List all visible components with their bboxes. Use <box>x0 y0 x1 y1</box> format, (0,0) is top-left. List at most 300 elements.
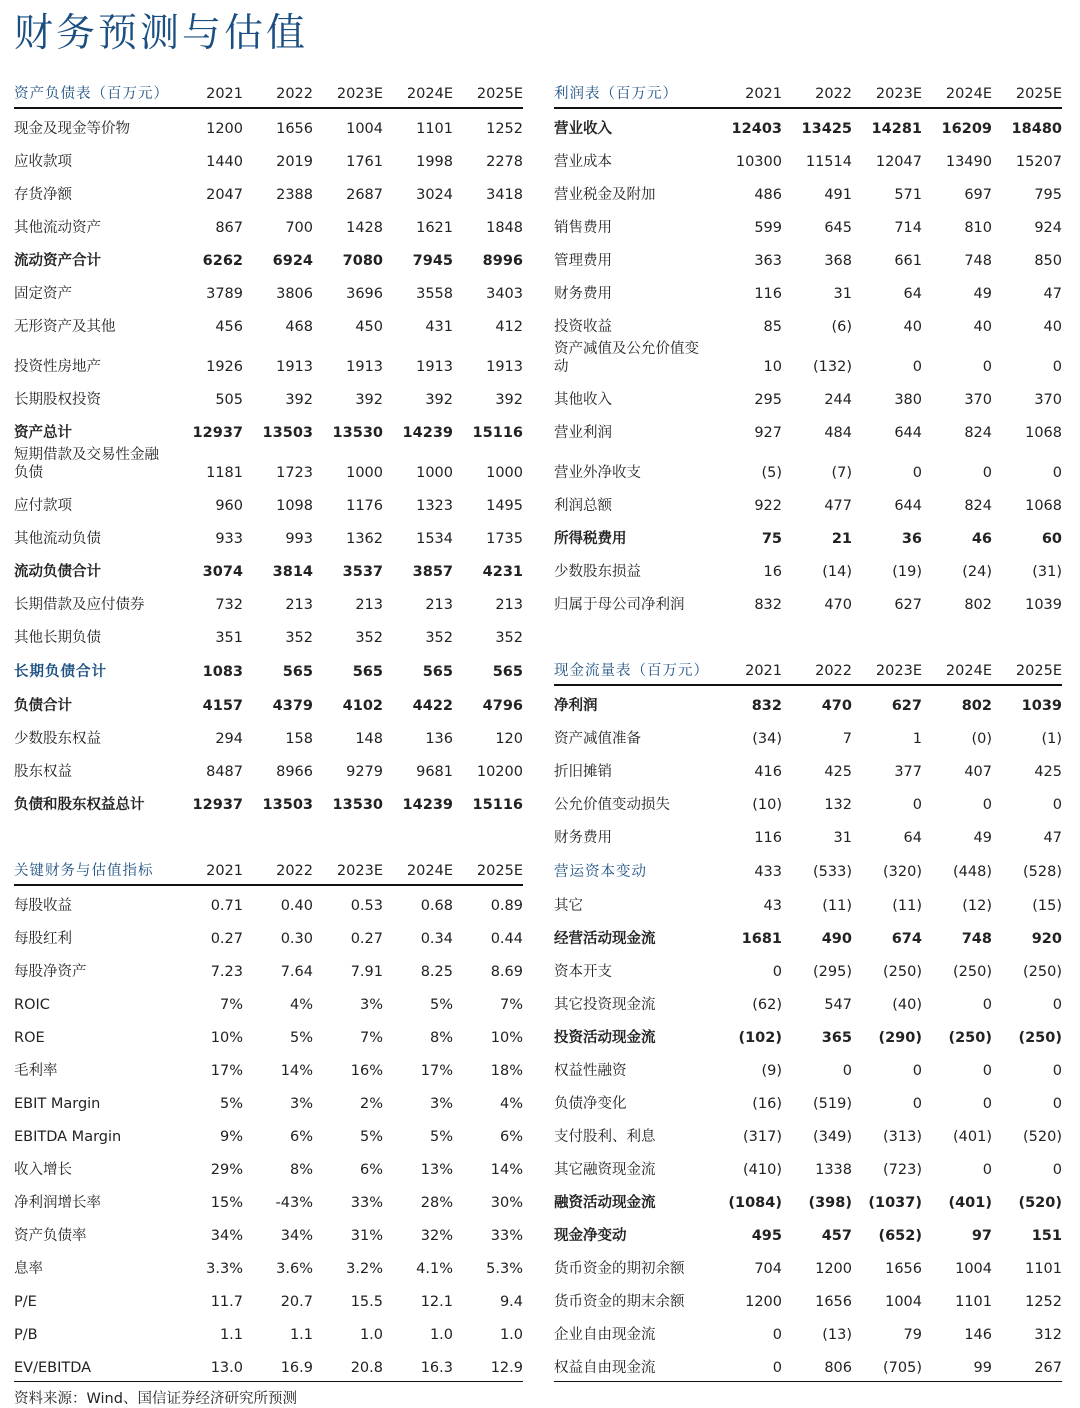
balance-sheet-row-value: 8487 <box>206 764 243 780</box>
cash-flow-row-value: (250) <box>948 1030 992 1046</box>
balance-sheet-row-value: 1761 <box>346 154 383 170</box>
blank-cell <box>712 618 782 651</box>
cash-flow-row-value: 7 <box>842 731 852 747</box>
income-statement-row-value: 10 <box>763 359 782 375</box>
balance-sheet-row-label: 投资性房地产 <box>14 359 101 375</box>
key-metrics-row-label: 收入增长 <box>14 1162 72 1178</box>
balance-sheet-row-label: 资产总计 <box>14 425 72 441</box>
income-statement-row-value: 60 <box>1041 531 1062 547</box>
income-statement-row-value: 0 <box>1052 465 1062 481</box>
balance-sheet-row-value: 10200 <box>476 764 523 780</box>
income-statement-row-value: 571 <box>894 187 922 203</box>
balance-sheet-row-label: 少数股东权益 <box>14 731 101 747</box>
cash-flow-row-label: 权益性融资 <box>554 1063 627 1079</box>
table-row <box>14 552 1062 585</box>
balance-sheet-row-value: 213 <box>285 597 313 613</box>
income-statement-row-label: 利润总额 <box>554 498 612 514</box>
cash-flow-row-label: 其它 <box>554 898 583 914</box>
balance-sheet-row-value: 13530 <box>332 425 383 441</box>
table-row <box>14 340 1062 380</box>
column-gap <box>523 208 554 241</box>
cash-flow-row-value: (40) <box>892 997 922 1013</box>
key-metrics-row-value: 20.8 <box>313 1348 383 1382</box>
key-metrics-row-value: 17% <box>420 1063 453 1079</box>
key-metrics-row-value: 13% <box>420 1162 453 1178</box>
balance-sheet-row-value: 158 <box>285 731 313 747</box>
key-metrics-row-label: EV/EBITDA <box>14 1348 173 1382</box>
column-gap <box>523 719 554 752</box>
column-gap <box>523 752 554 785</box>
column-gap <box>523 785 554 818</box>
balance-sheet-row-value: 3403 <box>486 286 523 302</box>
cash-flow-row-value: (34) <box>752 731 782 747</box>
income-statement-row-value: 1068 <box>1025 498 1062 514</box>
key-metrics-row-value: 7% <box>499 997 523 1013</box>
balance-sheet-row-value: 1913 <box>486 359 523 375</box>
income-statement-row-value: 295 <box>754 392 782 408</box>
cash-flow-row-value: (398) <box>808 1195 852 1211</box>
cash-flow-row-value: (250) <box>1023 964 1062 980</box>
balance-sheet-row-value: 14239 <box>402 425 453 441</box>
balance-sheet-row-value: 1998 <box>416 154 453 170</box>
income-statement-row-value: 645 <box>824 220 852 236</box>
key-metrics-row-value: 1.1 <box>219 1327 243 1343</box>
column-gap <box>523 1216 554 1249</box>
income-statement-row-value: 1068 <box>1025 425 1062 441</box>
table-row <box>14 1282 1062 1315</box>
cash-flow-row-value: 267 <box>992 1348 1062 1382</box>
income-statement-row-label: 资产减值及公允价值变动 <box>554 341 699 375</box>
income-statement-row-value: 85 <box>763 319 782 335</box>
table-row <box>14 274 1062 307</box>
column-gap <box>523 1282 554 1315</box>
income-statement-row-label: 少数股东损益 <box>554 564 641 580</box>
key-metrics-row-value: 0.34 <box>420 931 453 947</box>
balance-sheet-year-header: 2025E <box>453 74 523 108</box>
cash-flow-row-value: 1338 <box>815 1162 852 1178</box>
balance-sheet-row-label: 流动资产合计 <box>14 253 101 269</box>
column-gap <box>523 585 554 618</box>
balance-sheet-row-label: 股东权益 <box>14 764 72 780</box>
key-metrics-row-value: 1.0 <box>499 1327 523 1343</box>
balance-sheet-row-label: 负债合计 <box>14 698 72 714</box>
balance-sheet-row-value: 431 <box>425 319 453 335</box>
income-statement-row-label: 管理费用 <box>554 253 612 269</box>
balance-sheet-row-value: 2278 <box>486 154 523 170</box>
income-statement-year-header: 2021 <box>712 74 782 108</box>
cash-flow-row-label: 货币资金的期初余额 <box>554 1261 685 1277</box>
column-gap <box>523 446 554 486</box>
cash-flow-row-value: 0 <box>982 1162 992 1178</box>
balance-sheet-row-value: 3537 <box>342 564 383 580</box>
table-row <box>14 785 1062 818</box>
cash-flow-row-value: 0 <box>772 1327 782 1343</box>
income-statement-row-value: (31) <box>1032 564 1062 580</box>
balance-sheet-row-value: 1000 <box>416 465 453 481</box>
income-statement-year-header: 2024E <box>922 74 992 108</box>
balance-sheet-row-label: 负债和股东权益总计 <box>14 797 145 813</box>
cash-flow-row-value: 920 <box>1031 931 1062 947</box>
balance-sheet-row-value: 1362 <box>346 531 383 547</box>
table-row <box>14 1315 1062 1348</box>
cash-flow-row-value: 470 <box>821 698 852 714</box>
cash-flow-row-value: 1656 <box>885 1261 922 1277</box>
balance-sheet-row-value: 2047 <box>206 187 243 203</box>
key-metrics-row-value: 15% <box>210 1195 243 1211</box>
cash-flow-row-value: (12) <box>962 898 992 914</box>
income-statement-row-value: (6) <box>831 319 852 335</box>
balance-sheet-row-value: 136 <box>425 731 453 747</box>
balance-sheet-row-value: 700 <box>285 220 313 236</box>
cash-flow-row-value: 0 <box>712 1348 782 1382</box>
cash-flow-row-value: 457 <box>821 1228 852 1244</box>
column-gap <box>523 413 554 446</box>
cash-flow-row-value: 377 <box>894 764 922 780</box>
income-statement-row-label: 其他收入 <box>554 392 612 408</box>
balance-sheet-row-value: 6924 <box>272 253 313 269</box>
balance-sheet-row-value: 4422 <box>412 698 453 714</box>
balance-sheet-row-value: 15116 <box>472 425 523 441</box>
table-row <box>14 618 1062 651</box>
cash-flow-row-value: (652) <box>878 1228 922 1244</box>
key-metrics-row-value: 3% <box>359 997 383 1013</box>
balance-sheet-row-value: 392 <box>285 392 313 408</box>
column-gap <box>523 519 554 552</box>
income-statement-row-value: 116 <box>754 286 782 302</box>
income-statement-row-label: 归属于母公司净利润 <box>554 597 685 613</box>
key-metrics-year-header: 2022 <box>243 851 313 885</box>
balance-sheet-row-value: 2687 <box>346 187 383 203</box>
balance-sheet-row-value: 392 <box>495 392 523 408</box>
key-metrics-row-value: 16.9 <box>243 1348 313 1382</box>
cash-flow-row-value: (9) <box>761 1063 782 1079</box>
key-metrics-row-value: 5% <box>219 1096 243 1112</box>
income-statement-row-value: (7) <box>831 465 852 481</box>
income-statement-row-value: 75 <box>761 531 782 547</box>
key-metrics-row-label: 每股红利 <box>14 931 72 947</box>
cash-flow-year-header: 2021 <box>712 651 782 685</box>
balance-sheet-row-label: 长期借款及应付债券 <box>14 597 145 613</box>
key-metrics-row-value: 30% <box>490 1195 523 1211</box>
income-statement-row-label: 财务费用 <box>554 286 612 302</box>
balance-sheet-row-label: 长期负债合计 <box>14 664 107 680</box>
balance-sheet-row-value: 505 <box>215 392 243 408</box>
balance-sheet-row-label: 流动负债合计 <box>14 564 101 580</box>
column-gap <box>523 74 554 108</box>
cash-flow-row-value: 47 <box>1043 830 1062 846</box>
income-statement-row-label: 营业成本 <box>554 154 612 170</box>
income-statement-row-value: 0 <box>912 465 922 481</box>
cash-flow-row-value: (401) <box>953 1129 992 1145</box>
income-statement-row-value: 924 <box>1034 220 1062 236</box>
income-statement-row-value: 40 <box>973 319 992 335</box>
cash-flow-row-label: 投资活动现金流 <box>554 1030 656 1046</box>
income-statement-row-value: 810 <box>964 220 992 236</box>
cash-flow-row-value: (10) <box>752 797 782 813</box>
balance-sheet-row-value: 3558 <box>416 286 453 302</box>
key-metrics-row-value: 8.69 <box>490 964 523 980</box>
balance-sheet-row-value: 15116 <box>472 797 523 813</box>
balance-sheet-row-label: 现金及现金等价物 <box>14 121 130 137</box>
income-statement-row-value: (24) <box>962 564 992 580</box>
income-statement-row-value: 46 <box>971 531 992 547</box>
cash-flow-row-label: 负债净变化 <box>554 1096 627 1112</box>
cash-flow-row-value: 407 <box>964 764 992 780</box>
income-statement-row-label: 营业收入 <box>554 121 612 137</box>
balance-sheet-row-value: 1534 <box>416 531 453 547</box>
balance-sheet-row-value: 1428 <box>346 220 383 236</box>
table-row <box>14 74 1062 108</box>
balance-sheet-row-value: 213 <box>425 597 453 613</box>
table-row <box>14 1117 1062 1150</box>
cash-flow-row-value: 43 <box>763 898 782 914</box>
table-row <box>14 1018 1062 1051</box>
balance-sheet-row-value: 1000 <box>346 465 383 481</box>
column-gap <box>523 1051 554 1084</box>
key-metrics-row-value: 6% <box>359 1162 383 1178</box>
cash-flow-row-value: 1681 <box>741 931 782 947</box>
balance-sheet-row-value: 1181 <box>206 465 243 481</box>
cash-flow-row-label: 资本开支 <box>554 964 612 980</box>
income-statement-row-value: 12047 <box>875 154 922 170</box>
key-metrics-row-value: 9.4 <box>499 1294 523 1310</box>
key-metrics-row-value: 3.6% <box>276 1261 313 1277</box>
key-metrics-row-value: 5% <box>429 997 453 1013</box>
key-metrics-row-value: 4.1% <box>416 1261 453 1277</box>
income-statement-row-value: 47 <box>1043 286 1062 302</box>
cash-flow-row-value: 627 <box>891 698 922 714</box>
content <box>14 74 1062 1408</box>
balance-sheet-row-value: 1176 <box>346 498 383 514</box>
cash-flow-row-value: 0 <box>772 964 782 980</box>
key-metrics-row-label: P/E <box>14 1294 37 1310</box>
key-metrics-row-value: 18% <box>490 1063 523 1079</box>
blank-cell <box>852 618 922 651</box>
balance-sheet-row-value: 412 <box>495 319 523 335</box>
balance-sheet-row-value: 2388 <box>276 187 313 203</box>
key-metrics-row-value: 0.53 <box>350 898 383 914</box>
key-metrics-year-header: 2024E <box>383 851 453 885</box>
cash-flow-row-value: 0 <box>982 1096 992 1112</box>
balance-sheet-row-value: 1101 <box>416 121 453 137</box>
cash-flow-row-value: 312 <box>1034 1327 1062 1343</box>
income-statement-row-value: 0 <box>912 359 922 375</box>
cash-flow-row-value: (295) <box>813 964 852 980</box>
balance-sheet-row-value: 565 <box>282 664 313 680</box>
key-metrics-row-value: 4% <box>499 1096 523 1112</box>
balance-sheet-row-value: 213 <box>355 597 383 613</box>
balance-sheet-year-header: 2023E <box>313 74 383 108</box>
key-metrics-row-value: 11.7 <box>210 1294 243 1310</box>
balance-sheet-row-value: 3024 <box>416 187 453 203</box>
income-statement-row-value: 12403 <box>731 121 782 137</box>
income-statement-row-value: 244 <box>824 392 852 408</box>
cash-flow-row-value: 425 <box>824 764 852 780</box>
blank-cell <box>313 818 383 851</box>
column-gap <box>523 175 554 208</box>
income-statement-row-value: 40 <box>903 319 922 335</box>
balance-sheet-row-value: 352 <box>285 630 313 646</box>
key-metrics-row-label: P/B <box>14 1327 38 1343</box>
column-gap <box>523 340 554 380</box>
key-metrics-row-value: 5.3% <box>486 1261 523 1277</box>
cash-flow-row-value: 1200 <box>815 1261 852 1277</box>
cash-flow-row-value: 425 <box>1034 764 1062 780</box>
table-row <box>14 919 1062 952</box>
income-statement-row-value: 927 <box>754 425 782 441</box>
column-gap <box>523 1150 554 1183</box>
cash-flow-row-label: 公允价值变动损失 <box>554 797 670 813</box>
cash-flow-row-label: 折旧摊销 <box>554 764 612 780</box>
table-row <box>14 380 1062 413</box>
cash-flow-row-value: (320) <box>883 864 922 880</box>
balance-sheet-row-value: 3789 <box>206 286 243 302</box>
cash-flow-row-value: (250) <box>883 964 922 980</box>
balance-sheet-row-value: 148 <box>355 731 383 747</box>
cash-flow-row-value: 0 <box>1052 1096 1062 1112</box>
cash-flow-row-value: 0 <box>912 797 922 813</box>
cash-flow-row-value: 0 <box>982 797 992 813</box>
table-row <box>14 1348 1062 1382</box>
balance-sheet-row-value: 352 <box>355 630 383 646</box>
income-statement-row-value: 11514 <box>805 154 852 170</box>
cash-flow-row-value: (528) <box>1023 864 1062 880</box>
balance-sheet-row-value: 2019 <box>276 154 313 170</box>
balance-sheet-row-value: 1723 <box>276 465 313 481</box>
key-metrics-row-label: ROIC <box>14 997 50 1013</box>
cash-flow-row-value: 433 <box>754 864 782 880</box>
column-gap <box>523 142 554 175</box>
balance-sheet-row-value: 1913 <box>416 359 453 375</box>
table-row <box>14 519 1062 552</box>
income-statement-row-value: 491 <box>824 187 852 203</box>
table-row <box>14 851 1062 885</box>
table-row <box>14 108 1062 142</box>
income-statement-row-label: 所得税费用 <box>554 531 627 547</box>
cash-flow-row-value: (448) <box>953 864 992 880</box>
income-statement-row-value: 486 <box>754 187 782 203</box>
key-metrics-row-label: 息率 <box>14 1261 43 1277</box>
income-statement-row-value: 14281 <box>871 121 922 137</box>
key-metrics-row-value: 33% <box>490 1228 523 1244</box>
key-metrics-row-value: 0.27 <box>350 931 383 947</box>
cash-flow-row-value: (401) <box>948 1195 992 1211</box>
cash-flow-row-value: 704 <box>754 1261 782 1277</box>
balance-sheet-row-value: 1252 <box>486 121 523 137</box>
balance-sheet-row-value: 3857 <box>412 564 453 580</box>
key-metrics-row-value: 4% <box>289 997 313 1013</box>
table-row <box>14 1150 1062 1183</box>
cash-flow-row-label: 融资活动现金流 <box>554 1195 656 1211</box>
cash-flow-row-value: 1656 <box>815 1294 852 1310</box>
table-row <box>14 1216 1062 1249</box>
cash-flow-row-value: 79 <box>903 1327 922 1343</box>
balance-sheet-row-label: 其他长期负债 <box>14 630 101 646</box>
cash-flow-row-value: (250) <box>953 964 992 980</box>
key-metrics-row-value: 13.0 <box>173 1348 243 1382</box>
table-row <box>14 1051 1062 1084</box>
key-metrics-row-value: 20.7 <box>280 1294 313 1310</box>
balance-sheet-row-value: 1735 <box>486 531 523 547</box>
income-statement-row-value: 599 <box>754 220 782 236</box>
key-metrics-row-value: 5% <box>289 1030 313 1046</box>
table-row <box>14 307 1062 340</box>
financial-tables <box>14 74 1062 1382</box>
balance-sheet-row-value: 565 <box>422 664 453 680</box>
balance-sheet-row-value: 4157 <box>202 698 243 714</box>
income-statement-row-value: 49 <box>973 286 992 302</box>
key-metrics-row-value: 3.3% <box>206 1261 243 1277</box>
key-metrics-row-value: 14% <box>490 1162 523 1178</box>
cash-flow-row-value: 116 <box>754 830 782 846</box>
balance-sheet-year-header: 2024E <box>383 74 453 108</box>
key-metrics-row-value: 3.2% <box>346 1261 383 1277</box>
cash-flow-row-value: 146 <box>964 1327 992 1343</box>
key-metrics-header: 关键财务与估值指标 <box>14 851 173 885</box>
income-statement-row-label: 投资收益 <box>554 319 612 335</box>
cash-flow-row-value: 0 <box>912 1096 922 1112</box>
income-statement-row-value: 802 <box>964 597 992 613</box>
column-gap <box>523 108 554 142</box>
cash-flow-row-label: 其它融资现金流 <box>554 1162 656 1178</box>
key-metrics-row-value: 0.30 <box>280 931 313 947</box>
cash-flow-row-value: 0 <box>1052 1162 1062 1178</box>
balance-sheet-row-value: 867 <box>215 220 243 236</box>
cash-flow-row-label: 其它投资现金流 <box>554 997 656 1013</box>
balance-sheet-row-label: 存货净额 <box>14 187 72 203</box>
income-statement-header: 利润表（百万元） <box>554 74 712 108</box>
cash-flow-row-label: 营运资本变动 <box>554 864 647 880</box>
cash-flow-row-value: 1252 <box>1025 1294 1062 1310</box>
balance-sheet-row-value: 1440 <box>206 154 243 170</box>
key-metrics-row-value: 12.9 <box>453 1348 523 1382</box>
cash-flow-row-value: (13) <box>822 1327 852 1343</box>
cash-flow-row-value: 490 <box>821 931 852 947</box>
cash-flow-row-value: 64 <box>903 830 922 846</box>
cash-flow-row-value: (520) <box>1018 1195 1062 1211</box>
balance-sheet-row-value: 13503 <box>262 797 313 813</box>
cash-flow-header: 现金流量表（百万元） <box>554 651 712 685</box>
balance-sheet-row-value: 1913 <box>276 359 313 375</box>
income-statement-row-value: (14) <box>822 564 852 580</box>
key-metrics-row-value: 7.64 <box>280 964 313 980</box>
column-gap <box>523 1183 554 1216</box>
key-metrics-row-value: 7% <box>219 997 243 1013</box>
blank-cell <box>173 818 243 851</box>
key-metrics-row-value: 0.68 <box>420 898 453 914</box>
cash-flow-row-label: 企业自由现金流 <box>554 1327 656 1343</box>
table-row <box>14 885 1062 919</box>
blank-cell <box>453 818 523 851</box>
column-gap <box>523 1117 554 1150</box>
key-metrics-year-header: 2021 <box>173 851 243 885</box>
key-metrics-row-value: 5% <box>429 1129 453 1145</box>
cash-flow-row-value: 49 <box>973 830 992 846</box>
table-row <box>14 1183 1062 1216</box>
income-statement-year-header: 2022 <box>782 74 852 108</box>
blank-cell <box>922 618 992 651</box>
key-metrics-row-value: 6% <box>499 1129 523 1145</box>
key-metrics-row-value: 1.0 <box>359 1327 383 1343</box>
key-metrics-row-value: 32% <box>420 1228 453 1244</box>
cash-flow-row-value: 0 <box>842 1063 852 1079</box>
table-row <box>14 175 1062 208</box>
key-metrics-row-value: 1.0 <box>429 1327 453 1343</box>
income-statement-row-value: 644 <box>894 498 922 514</box>
balance-sheet-row-value: 392 <box>355 392 383 408</box>
cash-flow-row-value: 802 <box>961 698 992 714</box>
income-statement-row-value: 40 <box>1043 319 1062 335</box>
